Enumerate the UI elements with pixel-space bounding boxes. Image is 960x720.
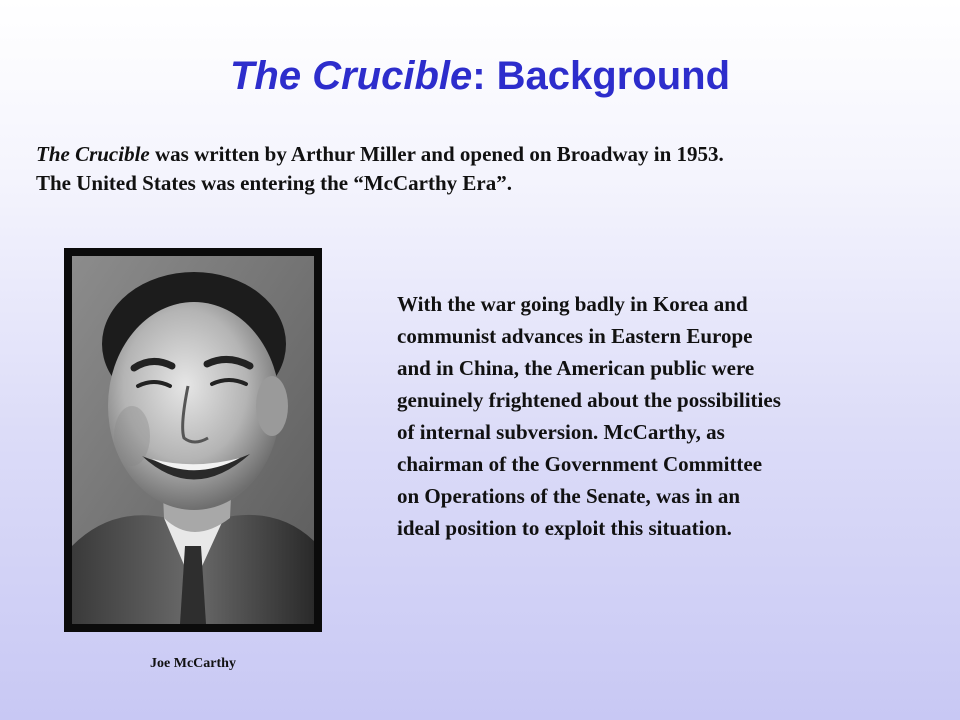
body-line: communist advances in Eastern Europe [397, 324, 753, 348]
body-line: With the war going badly in Korea and [397, 292, 748, 316]
body-line: on Operations of the Senate, was in an [397, 484, 741, 508]
portrait-photo [64, 248, 322, 632]
portrait-image [72, 256, 314, 624]
body-line: chairman of the Government Committee [397, 452, 763, 476]
intro-paragraph [36, 140, 936, 198]
body-line: ideal position to exploit this situation. [397, 516, 732, 540]
body-line: genuinely frightened about the possibilities [397, 388, 781, 412]
slide-title [0, 52, 960, 100]
body-paragraph [397, 288, 897, 544]
photo-caption: Joe McCarthy [150, 656, 236, 671]
body-line: of internal subversion. McCarthy, as [397, 420, 725, 444]
title-italic: The Crucible [229, 54, 473, 98]
title-rest: : Background [472, 54, 731, 98]
body-line: and in China, the American public were [397, 356, 755, 380]
intro-line1: was written by Arthur Miller and opened on Broadway in 1953. [149, 142, 724, 166]
intro-italic-title: The Crucible [36, 142, 150, 166]
intro-line2: The United States was entering the “McCarthy Era”. [36, 171, 512, 195]
